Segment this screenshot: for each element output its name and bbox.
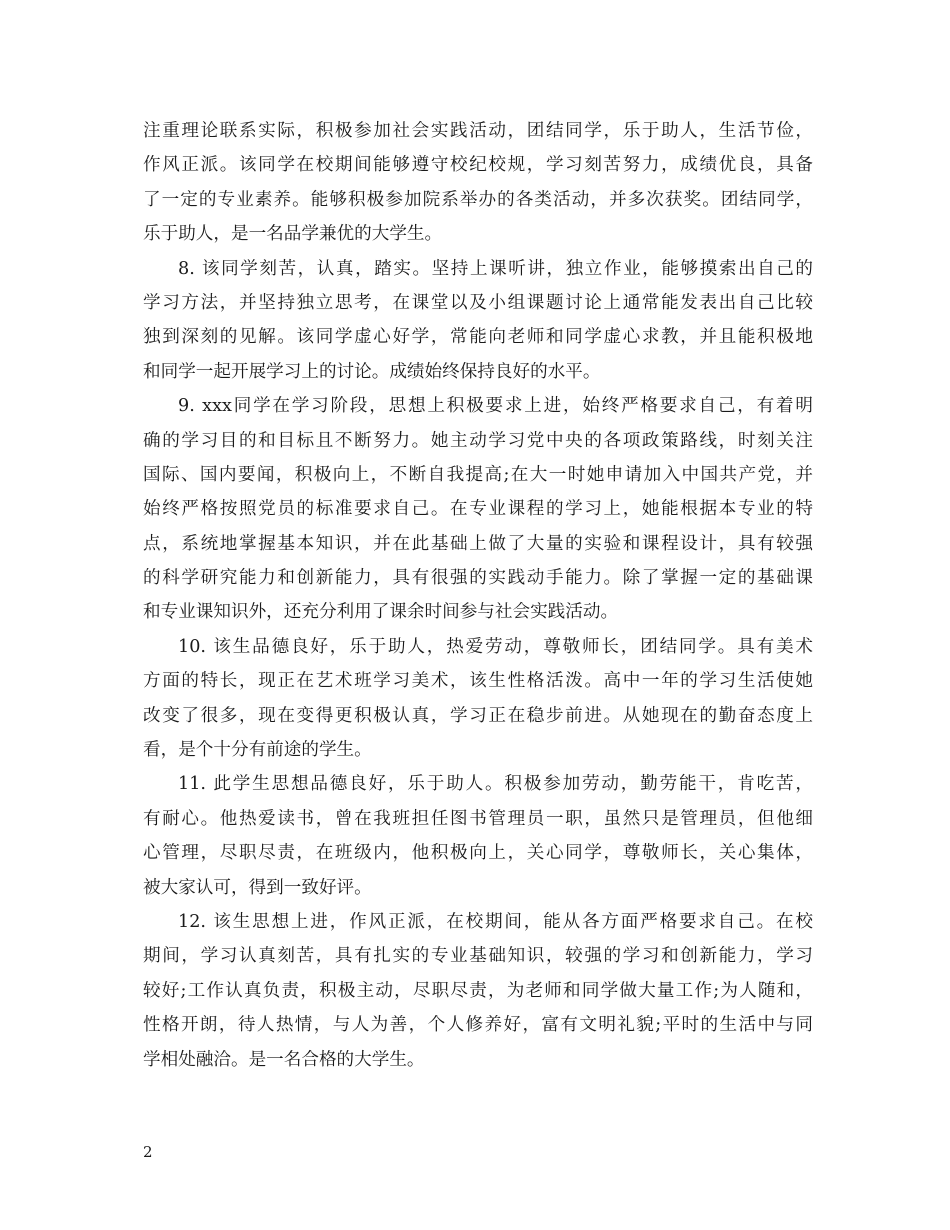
text-line: 国际、国内要闻，积极向上，不断自我提高;在大一时她申请加入中国共产党，并 — [143, 464, 813, 485]
page-number: 2 — [143, 1143, 153, 1161]
text-line: 被大家认可，得到一致好评。 — [143, 877, 372, 898]
paragraph-item-9 — [143, 389, 813, 630]
text-line: 和同学一起开展学习上的讨论。成绩始终保持良好的水平。 — [143, 361, 601, 382]
text-line: 注重理论联系实际，积极参加社会实践活动，团结同学，乐于助人，生活节俭， — [143, 121, 813, 141]
paragraph-item-11 — [143, 767, 813, 905]
text-line: 期间，学习认真刻苦，具有扎实的专业基础知识，较强的学习和创新能力，学习 — [143, 946, 813, 967]
document-body — [143, 114, 813, 1077]
text-line: 独到深刻的见解。该同学虚心好学，常能向老师和同学虚心求教，并且能积极地 — [143, 327, 813, 348]
text-line: 了一定的专业素养。能够积极参加院系举办的各类活动，并多次获奖。团结同学， — [143, 189, 813, 210]
text-line: 改变了很多，现在变得更积极认真，学习正在稳步前进。从她现在的勤奋态度上 — [143, 705, 813, 726]
paragraph-continued — [143, 114, 813, 252]
text-line: 10. 该生品德良好，乐于助人，热爱劳动，尊敬师长，团结同学。具有美术 — [178, 636, 813, 657]
text-line: 作风正派。该同学在校期间能够遵守校纪校规，学习刻苦努力，成绩优良，具备 — [143, 155, 813, 176]
text-line: 12. 该生思想上进，作风正派，在校期间，能从各方面严格要求自己。在校 — [178, 911, 813, 932]
text-line: 9. xxx同学在学习阶段，思想上积极要求上进，始终严格要求自己，有着明 — [178, 396, 813, 417]
text-line: 8. 该同学刻苦，认真，踏实。坚持上课听讲，独立作业，能够摸索出自己的 — [178, 258, 813, 279]
text-line: 确的学习目的和目标且不断努力。她主动学习党中央的各项政策路线，时刻关注 — [143, 430, 813, 451]
text-line: 学习方法，并坚持独立思考，在课堂以及小组课题讨论上通常能发表出自己比较 — [143, 292, 813, 313]
text-line: 和专业课知识外，还充分利用了课余时间参与社会实践活动。 — [143, 602, 619, 623]
text-line: 始终严格按照党员的标准要求自己。在专业课程的学习上，她能根据本专业的特 — [143, 499, 813, 520]
text-line: 心管理，尽职尽责，在班级内，他积极向上，关心同学，尊敬师长，关心集体， — [143, 843, 813, 864]
text-line: 11. 此学生思想品德良好，乐于助人。积极参加劳动，勤劳能干，肯吃苦， — [178, 774, 813, 795]
text-line: 乐于助人，是一名品学兼优的大学生。 — [143, 224, 443, 245]
text-line: 点，系统地掌握基本知识，并在此基础上做了大量的实验和课程设计，具有较强 — [143, 533, 813, 554]
paragraph-item-10 — [143, 630, 813, 768]
text-line: 的科学研究能力和创新能力，具有很强的实践动手能力。除了掌握一定的基础课 — [143, 568, 813, 589]
text-line: 较好;工作认真负责，积极主动，尽职尽责，为老师和同学做大量工作;为人随和， — [143, 980, 813, 1001]
paragraph-item-8 — [143, 252, 813, 390]
text-line: 看，是个十分有前途的学生。 — [143, 740, 372, 761]
text-line: 性格开朗，待人热情，与人为善，个人修养好，富有文明礼貌;平时的生活中与同 — [143, 1015, 813, 1036]
text-line: 有耐心。他热爱读书，曾在我班担任图书管理员一职，虽然只是管理员，但他细 — [143, 808, 813, 829]
text-line: 方面的特长，现正在艺术班学习美术，该生性格活泼。高中一年的学习生活使她 — [143, 671, 813, 692]
paragraph-item-12 — [143, 905, 813, 1077]
text-line: 学相处融洽。是一名合格的大学生。 — [143, 1049, 425, 1070]
